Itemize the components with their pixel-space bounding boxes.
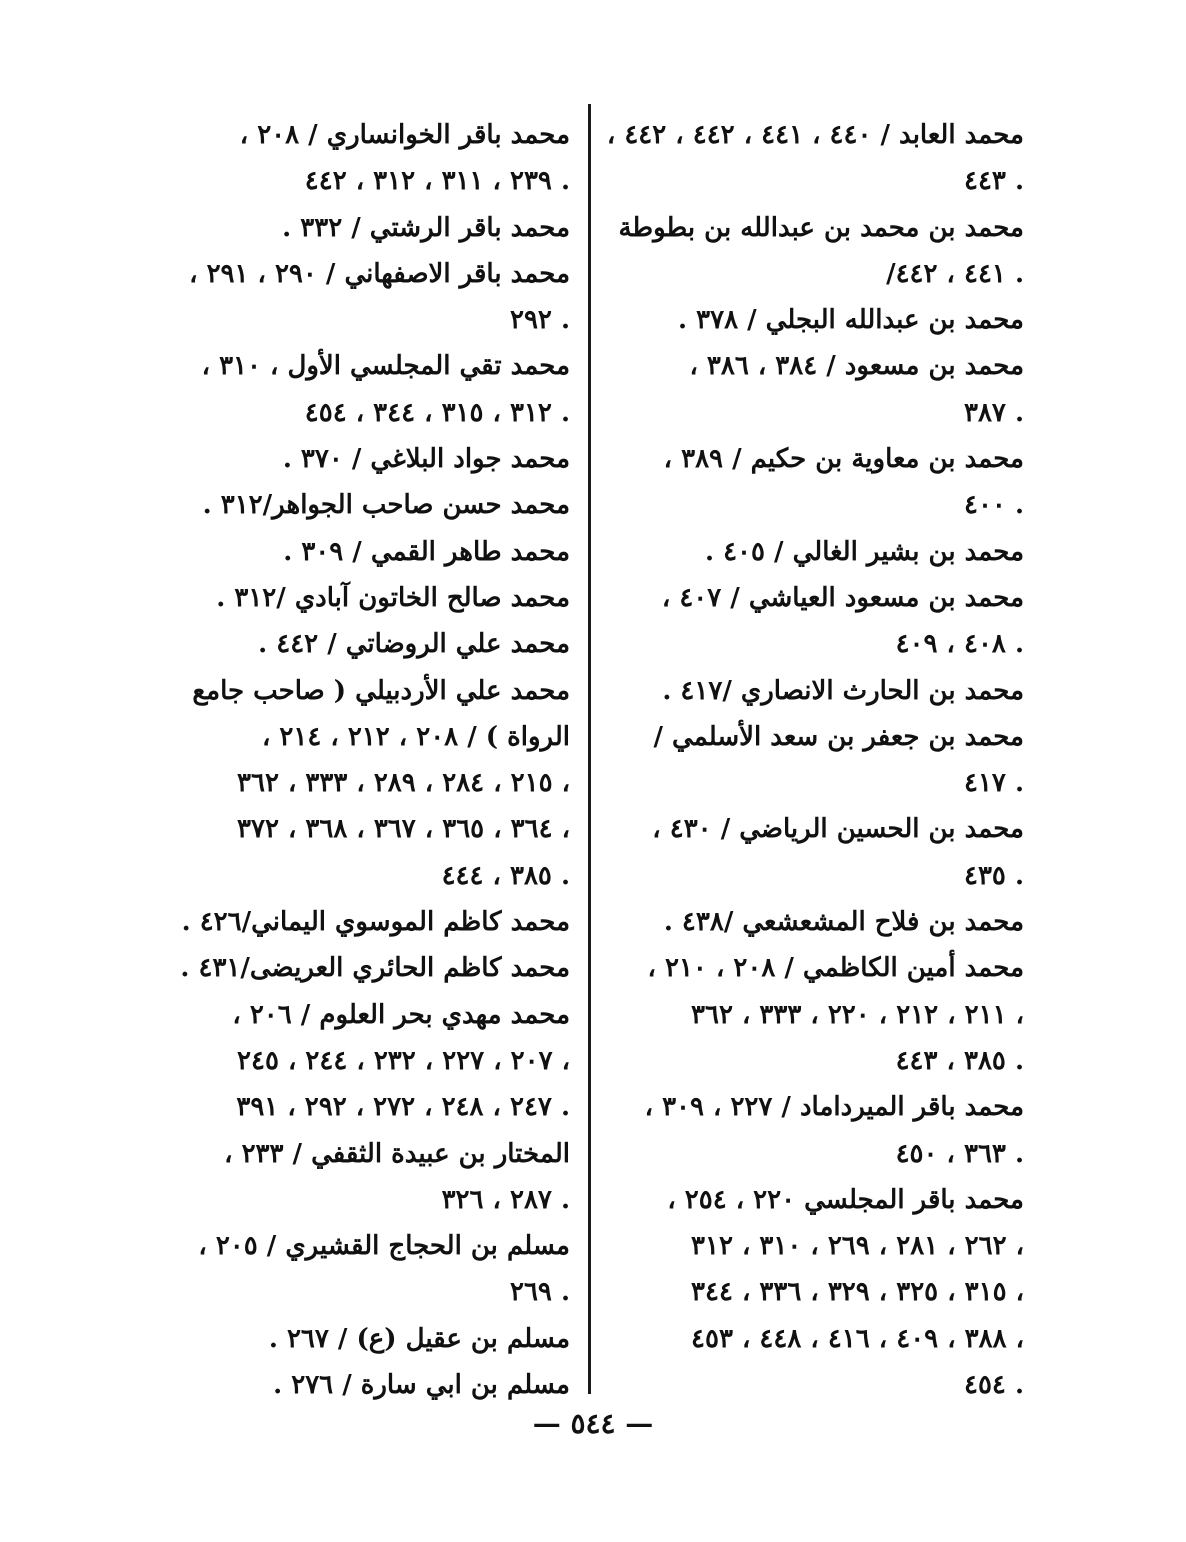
index-entry-line: محمد كاظم الموسوي اليماني/٤٢٦ .: [181, 907, 570, 938]
index-entry-line: ٢٩٢ .: [509, 305, 570, 336]
index-entry-line: محمد علي الأردبيلي ( صاحب جامع: [192, 675, 570, 706]
index-entry-line: ٣٨٥ ، ٤٤٣ .: [895, 1045, 1024, 1076]
index-entry-line: ٣٦٣ ، ٤٥٠ .: [895, 1138, 1024, 1169]
index-entry-line: ٣٦٤ ، ٣٦٥ ، ٣٦٧ ، ٣٦٨ ، ٣٧٢ ،: [237, 814, 570, 845]
index-entry-line: محمد بن معاوية بن حكيم / ٣٨٩ ،: [663, 444, 1024, 475]
index-column-left: [158, 112, 570, 1408]
index-entry-line: المختار بن عبيدة الثقفي / ٢٣٣ ،: [224, 1138, 570, 1169]
index-entry-line: محمد علي الروضاتي / ٤٤٢ .: [258, 629, 570, 660]
index-entry-line: محمد بن جعفر بن سعد الأسلمي /: [653, 721, 1024, 752]
index-entry-line: ٤٤٣ .: [963, 166, 1024, 197]
page-number: — ٥٤٤ —: [532, 1407, 654, 1440]
index-entry-line: محمد تقي المجلسي الأول ، ٣١٠ ،: [201, 351, 570, 382]
index-entry-line: محمد كاظم الحائري العريضى/٤٣١ .: [180, 953, 570, 984]
index-entry-line: مسلم بن الحجاج القشيري / ٢٠٥ ،: [198, 1231, 570, 1262]
index-entry-line: ٣٨٥ ، ٤٤٤ .: [441, 860, 570, 891]
index-entry-line: ٢٠٧ ، ٢٢٧ ، ٢٣٢ ، ٢٤٤ ، ٢٤٥ ،: [237, 1045, 570, 1076]
index-entry-line: ٤٥٤ .: [963, 1370, 1024, 1401]
index-entry-line: محمد باقر الميرداماد / ٢٢٧ ، ٣٠٩ ،: [644, 1092, 1024, 1123]
index-column-right: [606, 112, 1024, 1408]
index-entry-line: محمد باقر الرشتي / ٣٣٢ .: [282, 212, 570, 243]
index-entry-line: محمد بن فلاح المشعشعي /٤٣٨ .: [663, 907, 1024, 938]
index-entry-line: ٣٨٨ ، ٤٠٩ ، ٤١٦ ، ٤٤٨ ، ٤٥٣ ،: [691, 1323, 1024, 1354]
index-entry-line: ٢١١ ، ٢١٢ ، ٢٢٠ ، ٣٣٣ ، ٣٦٢ ،: [691, 999, 1024, 1030]
index-entry-line: ٤٠٠ .: [963, 490, 1024, 521]
index-entry-line: محمد جواد البلاغي / ٣٧٠ .: [282, 444, 570, 475]
index-entry-line: محمد مهدي بحر العلوم / ٢٠٦ ،: [232, 999, 570, 1030]
index-entry-line: محمد صالح الخاتون آبادي /٣١٢ .: [216, 582, 570, 613]
index-entry-line: محمد بن الحسين الرياضي / ٤٣٠ ،: [652, 814, 1024, 845]
index-entry-line: /٤٤١ ، ٤٤٢ .: [886, 258, 1024, 289]
index-entry-line: ٤٠٨ ، ٤٠٩ .: [895, 629, 1024, 660]
index-entry-line: محمد بن عبدالله البجلي / ٣٧٨ .: [678, 305, 1024, 336]
index-entry-line: محمد بن الحارث الانصاري /٤١٧ .: [662, 675, 1024, 706]
index-entry-line: ٢٣٩ ، ٣١١ ، ٣١٢ ، ٤٤٢ .: [304, 166, 570, 197]
index-entry-line: محمد بن بشير الغالي / ٤٠٥ .: [704, 536, 1024, 567]
index-entry-line: ٤١٧ .: [963, 768, 1024, 799]
index-entry-line: مسلم بن ابي سارة / ٢٧٦ .: [273, 1370, 570, 1401]
index-entry-line: محمد باقر الخوانساري / ٢٠٨ ،: [239, 120, 570, 150]
index-entry-line: محمد حسن صاحب الجواهر/٣١٢ .: [202, 490, 570, 521]
index-entry-line: ٢٨٧ ، ٣٢٦ .: [441, 1184, 570, 1215]
index-entry-line: محمد أمين الكاظمي / ٢٠٨ ، ٢١٠ ،: [647, 953, 1024, 984]
index-entry-line: ٢١٥ ، ٢٨٤ ، ٢٨٩ ، ٣٣٣ ، ٣٦٢ ،: [237, 768, 570, 799]
index-entry-line: محمد باقر المجلسي ٢٢٠ ، ٢٥٤ ،: [667, 1184, 1024, 1215]
index-entry-line: ٣٨٧ .: [963, 397, 1024, 428]
index-entry-line: محمد باقر الاصفهاني / ٢٩٠ ، ٢٩١ ،: [189, 258, 570, 289]
index-entry-line: ٢٦٩ .: [509, 1277, 570, 1308]
index-entry-line: ٢٦٢ ، ٢٨١ ، ٢٦٩ ، ٣١٠ ، ٣١٢ ،: [691, 1231, 1024, 1262]
index-entry-line: محمد بن مسعود / ٣٨٤ ، ٣٨٦ ،: [689, 351, 1024, 382]
index-entry-line: محمد بن محمد بن عبدالله بن بطوطة: [618, 212, 1024, 243]
index-entry-line: ٣١٥ ، ٣٢٥ ، ٣٢٩ ، ٣٣٦ ، ٣٤٤ ،: [691, 1277, 1024, 1308]
index-entry-line: محمد بن مسعود العياشي / ٤٠٧ ،: [661, 582, 1024, 613]
index-entry-line: ٣١٢ ، ٣١٥ ، ٣٤٤ ، ٤٥٤ .: [304, 397, 570, 428]
index-entry-line: الرواة ) / ٢٠٨ ، ٢١٢ ، ٢١٤ ،: [261, 721, 570, 752]
index-entry-line: مسلم بن عقيل (ع) / ٢٦٧ .: [268, 1323, 570, 1354]
index-entry-line: محمد العابد / ٤٤٠ ، ٤٤١ ، ٤٤٢ ، ٤٤٢ ،: [606, 120, 1024, 150]
column-divider: [588, 104, 591, 1394]
index-entry-line: ٤٣٥ .: [963, 860, 1024, 891]
index-entry-line: محمد طاهر القمي / ٣٠٩ .: [283, 536, 570, 567]
index-entry-line: ٢٤٧ ، ٢٤٨ ، ٢٧٢ ، ٢٩٢ ، ٣٩١ .: [236, 1092, 570, 1123]
